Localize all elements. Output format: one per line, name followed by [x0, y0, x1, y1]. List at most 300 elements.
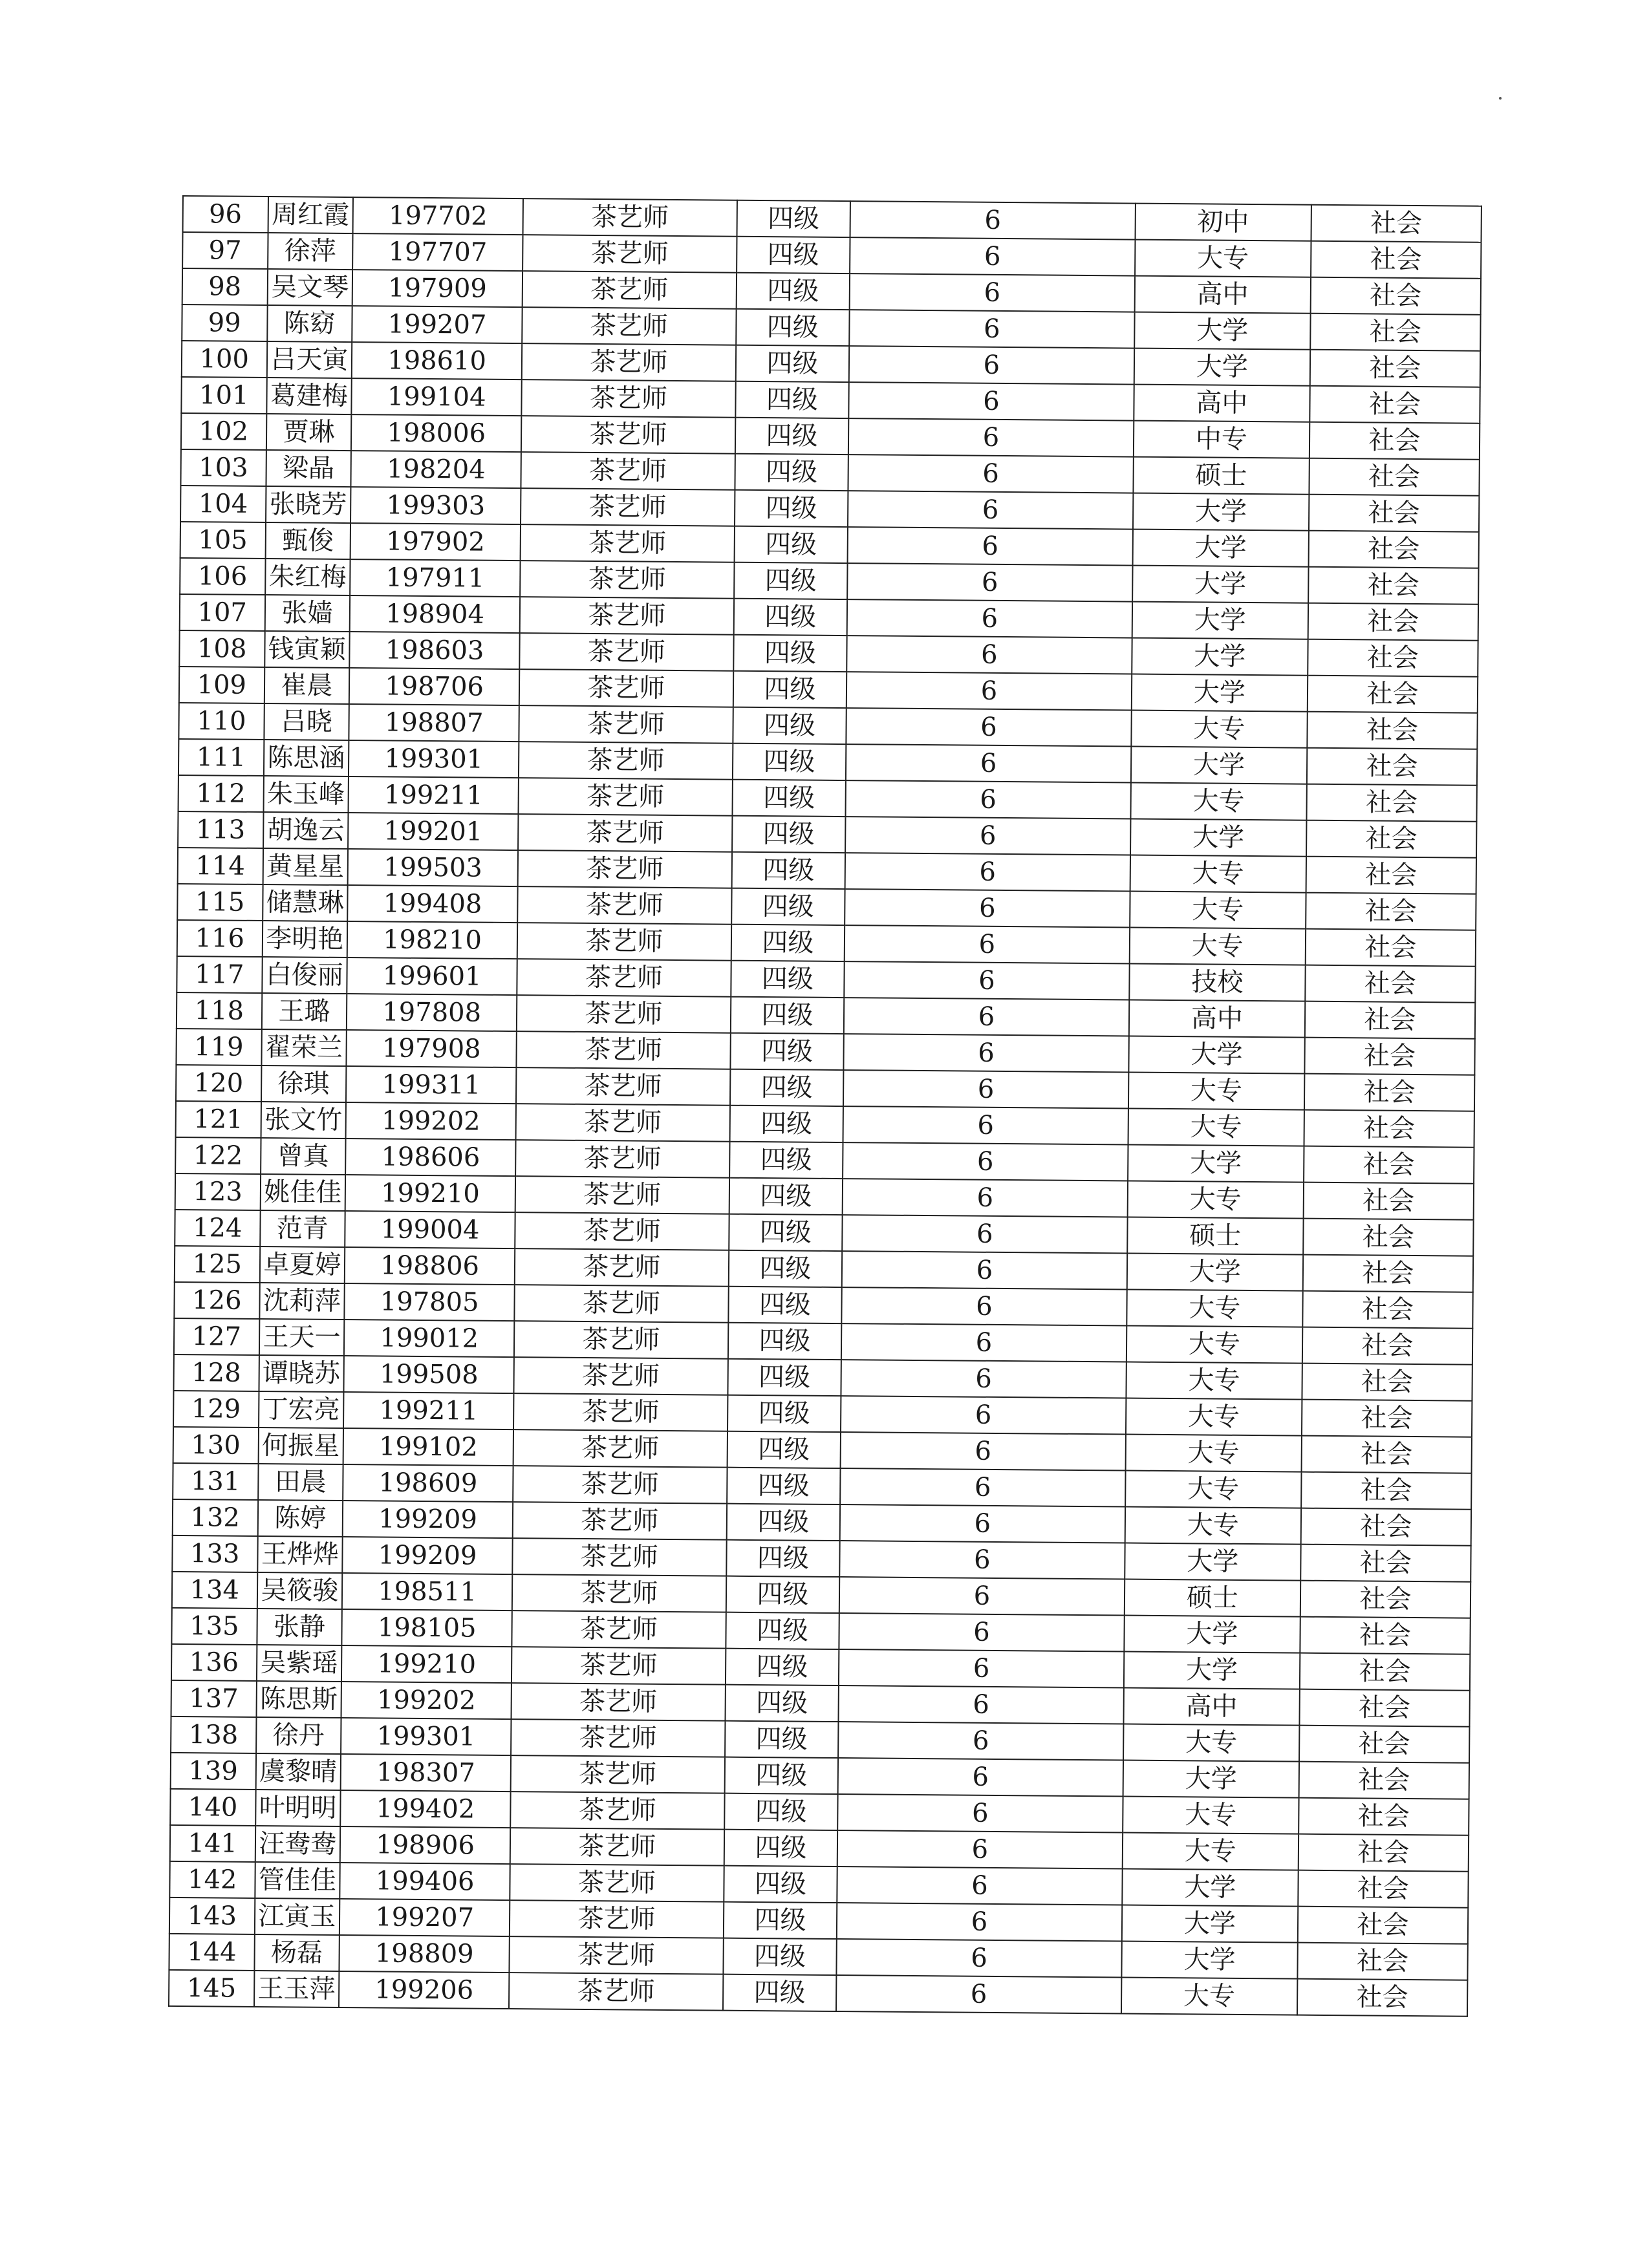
education-cell: 大专: [1125, 1507, 1301, 1545]
value-cell: 6: [843, 1179, 1128, 1217]
birth-date-cell: 199207: [352, 306, 523, 343]
category-cell: 社会: [1304, 1146, 1474, 1184]
level-cell: 四级: [727, 1359, 841, 1396]
category-cell: 社会: [1298, 1907, 1469, 1944]
value-cell: 6: [839, 1649, 1124, 1687]
category-cell: 社会: [1299, 1798, 1469, 1835]
education-cell: 大专: [1130, 892, 1306, 929]
category-cell: 社会: [1301, 1508, 1472, 1546]
name-cell: 田晨: [258, 1464, 343, 1501]
value-cell: 6: [838, 1722, 1123, 1760]
category-cell: 社会: [1306, 784, 1477, 822]
birth-date-cell: 199102: [343, 1428, 514, 1466]
birth-date-cell: 199303: [350, 487, 521, 524]
name-cell: 丁宏亮: [259, 1391, 344, 1428]
occupation-cell: 茶艺师: [523, 235, 737, 273]
level-cell: 四级: [734, 526, 848, 563]
category-cell: 社会: [1299, 1834, 1469, 1872]
value-cell: 6: [841, 1432, 1126, 1470]
birth-date-cell: 198006: [351, 414, 522, 452]
education-cell: 大专: [1130, 855, 1306, 893]
value-cell: 6: [849, 346, 1134, 384]
category-cell: 社会: [1300, 1545, 1471, 1582]
name-cell: 朱玉峰: [263, 776, 349, 813]
occupation-cell: 茶艺师: [519, 705, 733, 744]
level-cell: 四级: [733, 671, 846, 708]
occupation-cell: 茶艺师: [523, 198, 737, 237]
level-cell: 四级: [737, 200, 850, 237]
row-number-cell: 136: [171, 1644, 257, 1681]
occupation-cell: 茶艺师: [514, 1285, 728, 1323]
education-cell: 大专: [1125, 1435, 1302, 1472]
row-number-cell: 99: [182, 305, 267, 341]
value-cell: 6: [845, 925, 1130, 963]
level-cell: 四级: [732, 780, 846, 817]
value-cell: 6: [848, 418, 1134, 456]
occupation-cell: 茶艺师: [521, 524, 735, 562]
birth-date-cell: 199004: [345, 1211, 515, 1248]
level-cell: 四级: [735, 381, 849, 418]
value-cell: 6: [842, 1215, 1127, 1253]
row-number-cell: 102: [181, 413, 266, 450]
birth-date-cell: 197908: [346, 1030, 517, 1067]
row-number-cell: 145: [169, 1970, 254, 2007]
category-cell: 社会: [1297, 1979, 1468, 2017]
occupation-cell: 茶艺师: [513, 1393, 727, 1431]
value-cell: 6: [845, 853, 1130, 891]
occupation-cell: 茶艺师: [512, 1574, 726, 1612]
row-number-cell: 97: [182, 232, 268, 269]
birth-date-cell: 198809: [339, 1935, 510, 1973]
value-cell: 6: [844, 961, 1129, 1000]
occupation-cell: 茶艺师: [511, 1719, 725, 1757]
row-number-cell: 142: [169, 1861, 255, 1898]
value-cell: 6: [850, 273, 1135, 312]
education-cell: 大学: [1130, 819, 1307, 857]
level-cell: 四级: [724, 1757, 838, 1794]
row-number-cell: 118: [177, 992, 262, 1029]
occupation-cell: 茶艺师: [523, 271, 737, 309]
row-number-cell: 126: [174, 1282, 259, 1319]
category-cell: 社会: [1300, 1581, 1471, 1618]
education-cell: 大专: [1126, 1398, 1302, 1436]
birth-date-cell: 198904: [350, 595, 521, 633]
education-cell: 大专: [1126, 1290, 1303, 1327]
education-cell: 技校: [1129, 964, 1306, 1001]
level-cell: 四级: [724, 1866, 837, 1903]
row-number-cell: 117: [177, 956, 262, 993]
occupation-cell: 茶艺师: [520, 561, 734, 599]
value-cell: 6: [839, 1685, 1124, 1724]
row-number-cell: 96: [183, 196, 268, 233]
birth-date-cell: 199209: [343, 1501, 513, 1538]
occupation-cell: 茶艺师: [519, 742, 733, 780]
name-cell: 白俊丽: [262, 957, 347, 994]
birth-date-cell: 199503: [348, 849, 519, 886]
occupation-cell: 茶艺师: [516, 1104, 730, 1142]
birth-date-cell: 199508: [344, 1356, 515, 1393]
education-cell: 大专: [1130, 783, 1307, 820]
row-number-cell: 104: [180, 486, 266, 522]
level-cell: 四级: [730, 1033, 844, 1070]
row-number-cell: 103: [180, 449, 266, 486]
row-number-cell: 138: [171, 1717, 256, 1753]
education-cell: 大学: [1132, 674, 1308, 712]
table-container: [168, 195, 1482, 2017]
row-number-cell: 110: [178, 703, 264, 740]
level-cell: 四级: [729, 1142, 843, 1179]
birth-date-cell: 199601: [347, 957, 517, 995]
level-cell: 四级: [729, 1214, 843, 1251]
row-number-cell: 124: [175, 1210, 260, 1246]
value-cell: 6: [848, 491, 1133, 529]
occupation-cell: 茶艺师: [518, 814, 732, 852]
birth-date-cell: 199202: [341, 1682, 512, 1719]
scan-speck: [1499, 97, 1502, 100]
birth-date-cell: 198906: [340, 1826, 511, 1864]
row-number-cell: 107: [180, 594, 265, 631]
row-number-cell: 98: [182, 268, 268, 305]
value-cell: 6: [840, 1468, 1125, 1506]
education-cell: 大学: [1128, 1036, 1305, 1074]
row-number-cell: 139: [171, 1753, 256, 1790]
birth-date-cell: 199408: [347, 885, 518, 923]
category-cell: 社会: [1311, 241, 1482, 279]
birth-date-cell: 199210: [345, 1175, 516, 1212]
name-cell: 吕晓: [264, 703, 349, 740]
value-cell: 6: [841, 1323, 1126, 1362]
birth-date-cell: 198105: [341, 1609, 512, 1647]
category-cell: 社会: [1304, 1110, 1474, 1148]
value-cell: 6: [841, 1396, 1126, 1434]
category-cell: 社会: [1310, 277, 1481, 315]
occupation-cell: 茶艺师: [515, 1212, 729, 1250]
name-cell: 叶明明: [255, 1790, 341, 1826]
birth-date-cell: 199012: [344, 1320, 515, 1357]
category-cell: 社会: [1303, 1219, 1474, 1256]
level-cell: 四级: [731, 961, 845, 998]
level-cell: 四级: [733, 744, 846, 780]
name-cell: 朱红梅: [265, 559, 350, 595]
education-cell: 高中: [1129, 1000, 1306, 1038]
occupation-cell: 茶艺师: [519, 669, 733, 707]
birth-date-cell: 198511: [342, 1573, 513, 1610]
level-cell: 四级: [735, 454, 848, 491]
education-cell: 大学: [1124, 1616, 1300, 1653]
level-cell: 四级: [727, 1395, 841, 1432]
occupation-cell: 茶艺师: [512, 1538, 726, 1576]
name-cell: 何振星: [258, 1428, 343, 1464]
category-cell: 社会: [1310, 422, 1480, 460]
birth-date-cell: 199402: [340, 1790, 511, 1828]
birth-date-cell: 199207: [339, 1899, 510, 1936]
category-cell: 社会: [1308, 676, 1478, 713]
occupation-cell: 茶艺师: [512, 1647, 726, 1685]
row-number-cell: 129: [173, 1391, 259, 1428]
level-cell: 四级: [733, 635, 847, 672]
education-cell: 大专: [1126, 1326, 1303, 1364]
education-cell: 大学: [1134, 348, 1311, 386]
row-number-cell: 137: [171, 1680, 257, 1717]
value-cell: 6: [845, 817, 1130, 855]
education-cell: 大专: [1123, 1724, 1300, 1762]
category-cell: 社会: [1302, 1327, 1473, 1365]
level-cell: 四级: [724, 1793, 838, 1830]
occupation-cell: 茶艺师: [521, 488, 735, 526]
education-cell: 大专: [1125, 1471, 1302, 1508]
value-cell: 6: [847, 599, 1132, 637]
occupation-cell: 茶艺师: [510, 1900, 724, 1938]
birth-date-cell: 198603: [349, 632, 520, 669]
category-cell: 社会: [1307, 748, 1478, 786]
education-cell: 大学: [1127, 1254, 1304, 1291]
value-cell: 6: [849, 310, 1134, 348]
birth-date-cell: 199206: [339, 1971, 510, 2009]
value-cell: 6: [836, 1939, 1121, 1977]
level-cell: 四级: [726, 1612, 839, 1649]
category-cell: 社会: [1308, 531, 1479, 568]
name-cell: 甄俊: [265, 522, 350, 559]
birth-date-cell: 199301: [349, 740, 519, 778]
value-cell: 6: [846, 636, 1132, 674]
value-cell: 6: [837, 1903, 1122, 1941]
education-cell: 大专: [1129, 928, 1306, 965]
name-cell: 胡逸云: [263, 812, 349, 849]
value-cell: 6: [846, 708, 1131, 746]
row-number-cell: 135: [171, 1608, 257, 1645]
level-cell: 四级: [728, 1250, 842, 1287]
name-cell: 杨磊: [254, 1934, 339, 1971]
value-cell: 6: [844, 998, 1129, 1036]
birth-date-cell: 197808: [347, 994, 517, 1031]
occupation-cell: 茶艺师: [516, 1067, 730, 1106]
name-cell: 葛建梅: [266, 378, 352, 414]
name-cell: 陈婷: [257, 1500, 343, 1537]
row-number-cell: 132: [173, 1499, 258, 1536]
row-number-cell: 109: [179, 667, 264, 703]
value-cell: 6: [846, 780, 1131, 818]
level-cell: 四级: [726, 1540, 840, 1577]
birth-date-cell: 199209: [342, 1537, 513, 1574]
row-number-cell: 125: [175, 1246, 260, 1283]
education-cell: 中专: [1134, 421, 1310, 458]
value-cell: 6: [845, 889, 1130, 927]
category-cell: 社会: [1309, 495, 1480, 532]
education-cell: 大专: [1128, 1073, 1305, 1110]
level-cell: 四级: [727, 1431, 841, 1468]
occupation-cell: 茶艺师: [517, 1031, 731, 1069]
birth-date-cell: 199210: [341, 1645, 512, 1683]
education-cell: 大学: [1124, 1652, 1300, 1689]
category-cell: 社会: [1310, 314, 1481, 351]
category-cell: 社会: [1299, 1689, 1470, 1727]
name-cell: 翟荣兰: [261, 1029, 347, 1066]
occupation-cell: 茶艺师: [517, 886, 731, 925]
value-cell: 6: [847, 563, 1132, 601]
name-cell: 陈窈: [267, 305, 352, 342]
level-cell: 四级: [727, 1468, 841, 1504]
row-number-cell: 130: [173, 1427, 259, 1464]
category-cell: 社会: [1303, 1255, 1474, 1292]
name-cell: 梁晶: [266, 450, 351, 487]
row-number-cell: 144: [169, 1934, 254, 1971]
name-cell: 黄星星: [263, 848, 348, 885]
birth-date-cell: 197911: [350, 559, 521, 597]
value-cell: 6: [842, 1251, 1127, 1289]
occupation-cell: 茶艺师: [519, 778, 733, 816]
category-cell: 社会: [1308, 639, 1478, 677]
level-cell: 四级: [731, 852, 845, 889]
value-cell: 6: [841, 1360, 1126, 1398]
value-cell: 6: [841, 1287, 1126, 1325]
category-cell: 社会: [1302, 1400, 1472, 1437]
level-cell: 四级: [728, 1287, 842, 1323]
roster-table: [168, 195, 1482, 2017]
birth-date-cell: 199104: [351, 378, 522, 416]
education-cell: 大学: [1123, 1760, 1299, 1798]
category-cell: 社会: [1305, 965, 1476, 1003]
level-cell: 四级: [737, 237, 850, 273]
level-cell: 四级: [729, 1178, 843, 1215]
row-number-cell: 123: [175, 1173, 261, 1210]
name-cell: 张嫱: [264, 595, 350, 632]
education-cell: 大专: [1121, 1977, 1298, 2015]
name-cell: 陈思斯: [256, 1681, 341, 1718]
education-cell: 大学: [1122, 1905, 1299, 1942]
category-cell: 社会: [1304, 1038, 1475, 1075]
occupation-cell: 茶艺师: [517, 995, 731, 1033]
occupation-cell: 茶艺师: [517, 959, 731, 997]
category-cell: 社会: [1308, 603, 1479, 641]
name-cell: 陈思涵: [263, 740, 349, 776]
occupation-cell: 茶艺师: [522, 343, 736, 381]
row-number-cell: 108: [179, 630, 264, 667]
education-cell: 大专: [1126, 1362, 1302, 1400]
category-cell: 社会: [1306, 929, 1476, 967]
occupation-cell: 茶艺师: [509, 1973, 723, 2011]
row-number-cell: 143: [169, 1898, 255, 1934]
level-cell: 四级: [723, 1938, 837, 1975]
name-cell: 张晓芳: [266, 486, 351, 523]
education-cell: 大学: [1132, 566, 1309, 603]
name-cell: 吴紫瑶: [256, 1645, 341, 1682]
birth-date-cell: 197805: [344, 1283, 515, 1321]
birth-date-cell: 199211: [343, 1392, 514, 1429]
value-cell: 6: [838, 1758, 1123, 1796]
row-number-cell: 113: [178, 811, 263, 848]
level-cell: 四级: [736, 273, 850, 310]
occupation-cell: 茶艺师: [518, 850, 732, 888]
name-cell: 周红霞: [268, 197, 353, 233]
row-number-cell: 120: [176, 1065, 261, 1102]
level-cell: 四级: [736, 309, 850, 346]
row-number-cell: 105: [180, 522, 266, 559]
occupation-cell: 茶艺师: [517, 923, 731, 961]
row-number-cell: 100: [182, 341, 267, 378]
row-number-cell: 128: [173, 1354, 259, 1391]
name-cell: 张静: [257, 1609, 342, 1645]
education-cell: 大学: [1128, 1145, 1304, 1182]
category-cell: 社会: [1303, 1182, 1474, 1220]
name-cell: 范青: [260, 1210, 345, 1247]
level-cell: 四级: [723, 1974, 837, 2011]
education-cell: 初中: [1135, 204, 1311, 241]
category-cell: 社会: [1301, 1436, 1472, 1473]
name-cell: 贾琳: [266, 414, 351, 451]
value-cell: 6: [843, 1142, 1128, 1181]
level-cell: 四级: [724, 1902, 837, 1939]
value-cell: 6: [840, 1504, 1125, 1543]
level-cell: 四级: [731, 997, 845, 1034]
value-cell: 6: [837, 1794, 1123, 1832]
birth-date-cell: 197702: [353, 197, 524, 235]
name-cell: 吴文琴: [267, 269, 352, 306]
education-cell: 大学: [1132, 530, 1309, 567]
level-cell: 四级: [726, 1649, 839, 1685]
level-cell: 四级: [735, 418, 849, 455]
table-body: [169, 196, 1482, 2017]
education-cell: 大学: [1121, 1941, 1298, 1978]
category-cell: 社会: [1299, 1762, 1469, 1799]
occupation-cell: 茶艺师: [510, 1936, 724, 1974]
education-cell: 大专: [1131, 711, 1308, 748]
row-number-cell: 127: [174, 1318, 259, 1355]
level-cell: 四级: [735, 490, 848, 527]
education-cell: 高中: [1134, 385, 1310, 422]
category-cell: 社会: [1310, 350, 1481, 387]
name-cell: 王璐: [261, 993, 347, 1030]
birth-date-cell: 199406: [339, 1863, 510, 1900]
value-cell: 6: [843, 1106, 1128, 1144]
row-number-cell: 131: [173, 1463, 258, 1500]
row-number-cell: 115: [177, 884, 263, 921]
row-number-cell: 101: [181, 377, 266, 414]
occupation-cell: 茶艺师: [521, 380, 735, 418]
occupation-cell: 茶艺师: [521, 416, 735, 454]
occupation-cell: 茶艺师: [515, 1176, 729, 1214]
category-cell: 社会: [1306, 893, 1476, 930]
row-number-cell: 141: [170, 1825, 255, 1862]
occupation-cell: 茶艺师: [520, 597, 734, 635]
birth-date-cell: 198210: [347, 921, 518, 959]
category-cell: 社会: [1305, 1001, 1476, 1039]
row-number-cell: 114: [178, 848, 263, 884]
education-cell: 大学: [1131, 747, 1308, 784]
name-cell: 姚佳佳: [260, 1174, 345, 1211]
value-cell: 6: [848, 527, 1133, 565]
education-cell: 大专: [1127, 1181, 1304, 1219]
row-number-cell: 112: [178, 775, 264, 812]
value-cell: 6: [846, 672, 1132, 710]
name-cell: 管佳佳: [255, 1862, 340, 1899]
birth-date-cell: 198807: [349, 704, 519, 742]
name-cell: 曾真: [261, 1138, 346, 1175]
name-cell: 卓夏婷: [259, 1246, 345, 1283]
value-cell: 6: [836, 1975, 1121, 2013]
occupation-cell: 茶艺师: [510, 1792, 724, 1830]
name-cell: 钱寅颖: [264, 631, 350, 668]
name-cell: 徐丹: [256, 1717, 341, 1754]
row-number-cell: 122: [175, 1137, 261, 1174]
level-cell: 四级: [731, 925, 845, 961]
name-cell: 张文竹: [261, 1102, 346, 1139]
level-cell: 四级: [726, 1576, 839, 1613]
category-cell: 社会: [1310, 386, 1480, 423]
value-cell: 6: [839, 1541, 1125, 1579]
education-cell: 大学: [1132, 638, 1308, 676]
name-cell: 徐萍: [268, 233, 353, 270]
occupation-cell: 茶艺师: [510, 1864, 724, 1902]
